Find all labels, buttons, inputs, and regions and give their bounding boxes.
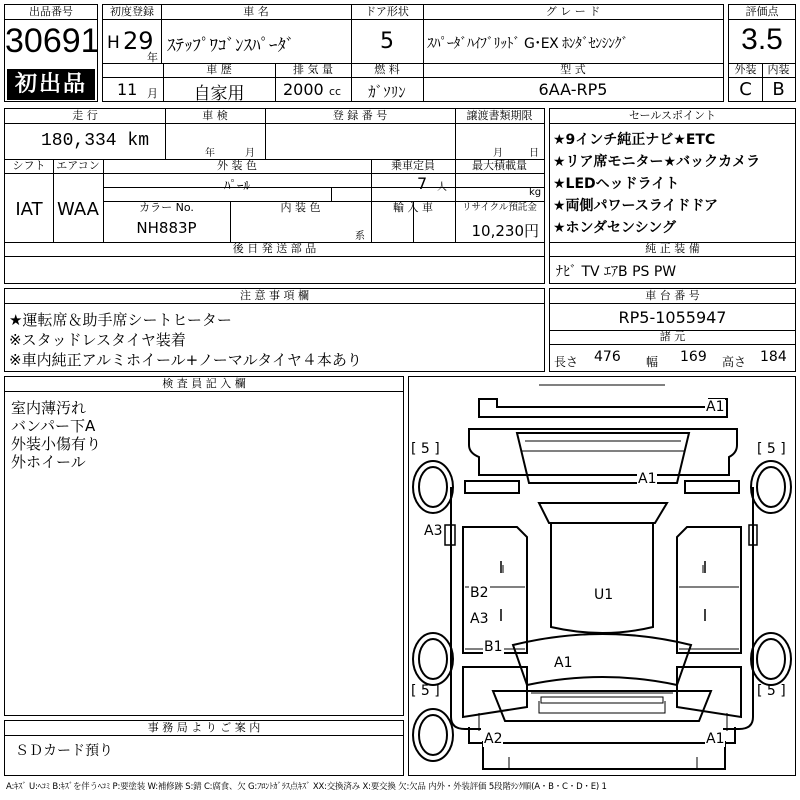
ext-color: ﾊﾟｰﾙ: [224, 179, 250, 194]
tire-depth-rear-right: [ 5 ]: [757, 683, 786, 699]
era: H: [107, 33, 120, 53]
tire-depth-rear-left: [ 5 ]: [411, 683, 440, 699]
height: 184: [760, 349, 787, 365]
reg-month: 11: [117, 80, 138, 99]
width-label: 幅: [646, 355, 659, 369]
sales-point-item: ★両側パワースライドドア: [553, 198, 719, 214]
damage-mark: U1: [594, 587, 614, 603]
damage-diagram: [408, 376, 796, 776]
damage-mark: B2: [470, 585, 489, 601]
score: 3.5: [741, 23, 783, 56]
damage-mark: A1: [706, 399, 725, 415]
damage-legend: A:ｷｽﾞ U:ﾍｺﾐ B:ｷｽﾞを伴うﾍｺﾐ P:要塗装 W:補修跡 S:錆 C:腐食、欠 G:ﾌﾛﾝﾄｶﾞﾗｽ点ｷｽﾞ XX:交換済み X:要交換 欠:欠品 内外・外装評価 5段階ﾗﾝｸ順(A・B・C・D・E) 1: [6, 782, 607, 792]
import-label: 輸 入 車: [393, 201, 433, 214]
car-name: ｽﾃｯﾌﾟﾜｺﾞﾝｽﾊﾟｰﾀﾞ: [167, 36, 295, 56]
equipment-label: 純 正 装 備: [550, 242, 795, 257]
color-no: NH883P: [136, 219, 197, 237]
damage-mark: B1: [484, 639, 503, 655]
damage-mark: A1: [638, 471, 657, 487]
displacement-unit: cc: [329, 85, 342, 98]
lot-number-label: 出品番号: [5, 5, 97, 20]
damage-mark: A1: [554, 655, 573, 671]
load-unit: kg: [529, 187, 542, 198]
ext-color-label: 外 装 色: [217, 159, 257, 172]
office-label: 事 務 局 よ り ご 案 内: [5, 721, 403, 736]
tire-depth-front-right: [ 5 ]: [757, 441, 786, 457]
era-year: 29: [123, 27, 154, 55]
damage-mark: A2: [484, 731, 503, 747]
exterior-label: 外装: [734, 63, 757, 76]
equipment-value: ﾅﾋﾞ TV ｴｱB PS PW: [556, 264, 677, 280]
fuel-label: 燃 料: [374, 63, 400, 76]
reg-number-label: 登 録 番 号: [332, 109, 388, 122]
height-label: 高さ: [722, 355, 747, 369]
chassis-label: 車 台 番 号: [550, 289, 795, 304]
chassis-number: RP5-1055947: [618, 308, 727, 327]
lot-number-box: [4, 4, 98, 102]
int-color-label: 内 装 色: [280, 201, 321, 214]
office-text: ＳＤカード預り: [15, 743, 113, 759]
tire-depth-front-left: [ 5 ]: [411, 441, 440, 457]
damage-mark: A1: [706, 731, 725, 747]
damage-mark: A3: [470, 611, 489, 627]
ac-label: エアコン: [56, 159, 100, 172]
note-line: ※車内純正アルミホイール+ノーマルタイヤ４本あり: [9, 351, 362, 369]
lot-number: 30691: [5, 22, 100, 60]
inspection-year-unit: 年: [205, 148, 215, 159]
int-color-unit: 系: [355, 231, 365, 242]
vehicle-info-box: [102, 4, 724, 102]
mileage: 180,334 km: [41, 131, 150, 151]
interior-grade: B: [772, 79, 785, 100]
notes-box: [4, 288, 545, 372]
transfer-day-unit: 日: [529, 148, 539, 159]
inspection-label: 車 検: [202, 109, 228, 122]
damage-mark: A3: [424, 523, 443, 539]
inspection-month-unit: 月: [245, 148, 255, 159]
color-no-label: カラー No.: [139, 201, 194, 214]
year-unit: 年: [147, 51, 158, 64]
chassis-box: [549, 288, 796, 372]
grade-label: グ レ ー ド: [545, 5, 601, 18]
sales-point-item: ★リア席モニター★バックカメラ: [553, 154, 761, 170]
score-box: [728, 4, 796, 102]
displacement: 2000: [283, 80, 324, 99]
interior-label: 内装: [767, 63, 790, 76]
width: 169: [680, 349, 707, 365]
inspector-box: [4, 376, 404, 716]
score-label: 評価点: [729, 5, 795, 20]
length: 476: [594, 349, 621, 365]
note-line: ※スタッドレスタイヤ装着: [9, 331, 186, 349]
later-parts-label: 後 日 発 送 部 品: [232, 242, 317, 255]
model: 6AA-RP5: [538, 80, 608, 99]
capacity-unit: 人: [437, 182, 447, 193]
capacity-label: 乗車定員: [391, 159, 435, 172]
ac: WAA: [57, 199, 99, 220]
inspector-line: 室内薄汚れ: [11, 399, 87, 417]
note-line: ★運転席＆助手席シートヒーター: [9, 311, 232, 329]
month-unit: 月: [147, 87, 158, 100]
recycle-label: リサイクル預託金: [462, 202, 537, 213]
sales-point-item: ★9インチ純正ナビ★ETC: [553, 132, 716, 148]
office-box: [4, 720, 404, 776]
shift-label: シフト: [12, 159, 46, 172]
notes-label: 注 意 事 項 欄: [5, 289, 544, 304]
mileage-label: 走 行: [72, 109, 98, 122]
max-load-label: 最大積載量: [472, 159, 527, 172]
capacity: 7: [417, 174, 428, 193]
sales-points-box: [549, 108, 796, 284]
grade: ｽﾊﾟｰﾀﾞﾊｲﾌﾞﾘｯﾄﾞ G･EX ﾎﾝﾀﾞｾﾝｼﾝｸﾞ: [427, 36, 629, 52]
doors: 5: [380, 29, 394, 54]
fuel: ｶﾞｿﾘﾝ: [368, 83, 406, 101]
doors-label: ドア形状: [365, 5, 409, 18]
inspector-line: 外装小傷有り: [11, 435, 102, 453]
model-label: 型 式: [560, 63, 586, 76]
length-label: 長さ: [554, 355, 579, 369]
shift: IAT: [15, 199, 43, 220]
dimensions-label: 諸 元: [550, 330, 795, 345]
inspector-line: バンパー下A: [11, 417, 96, 435]
first-listing-badge: 初出品: [7, 69, 95, 100]
exterior-grade: C: [739, 79, 752, 100]
transfer-month-unit: 月: [493, 148, 503, 159]
displacement-label: 排 気 量: [293, 63, 333, 76]
inspector-line: 外ホイール: [11, 453, 86, 471]
sales-point-item: ★ホンダセンシング: [553, 220, 677, 236]
history-label: 車 歴: [206, 63, 232, 76]
transfer-deadline-label: 譲渡書類期限: [466, 109, 533, 122]
car-name-label: 車 名: [243, 5, 269, 18]
first-reg-label: 初度登録: [110, 5, 154, 18]
details-box: [4, 108, 545, 284]
car-outline: [409, 377, 795, 775]
inspector-label: 検 査 員 記 入 欄: [5, 377, 403, 392]
history: 自家用: [193, 84, 245, 104]
sales-points-label: セールスポイント: [550, 109, 795, 124]
recycle-fee: 10,230円: [471, 222, 539, 240]
sales-point-item: ★LEDヘッドライト: [553, 176, 680, 192]
